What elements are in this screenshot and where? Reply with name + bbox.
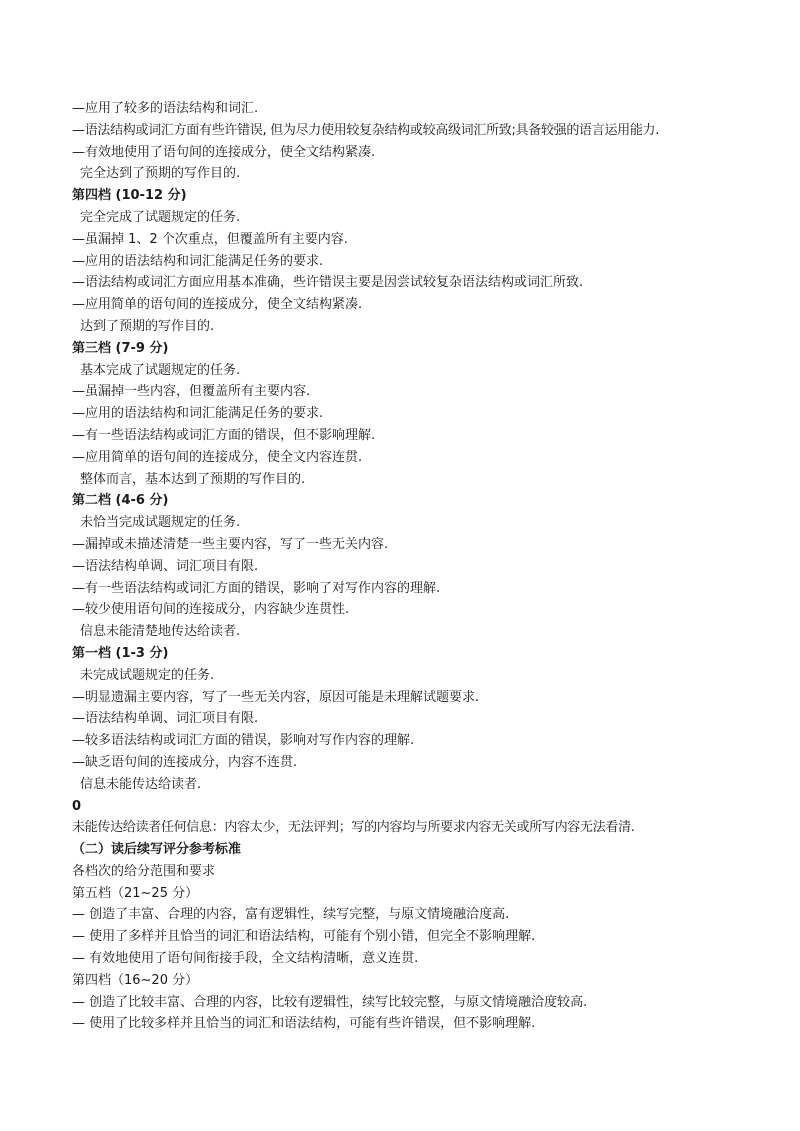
criteria-line: —语法结构或词汇方面有些许错误, 但为尽力使用较复杂结构或较高级词汇所致;具备较强的语言运用能力. — [72, 122, 660, 138]
document-page — [72, 98, 772, 1035]
criteria-line: —语法结构或词汇方面应用基本准确，些许错误主要是因尝试较复杂语法结构或词汇所致. — [72, 275, 584, 291]
criteria-line: — 使用了比较多样并且恰当的词汇和语法结构，可能有些许错误，但不影响理解. — [72, 1016, 536, 1032]
summary-line: 未完成试题规定的任务. — [80, 667, 215, 683]
criteria-line: —应用了较多的语法结构和词汇. — [72, 101, 259, 116]
criteria-line: —应用的语法结构和词汇能满足任务的要求. — [72, 253, 324, 269]
criteria-line: —虽漏掉一些内容，但覆盖所有主要内容. — [72, 384, 311, 400]
band-heading: 第三档 (7-9 分) — [72, 340, 169, 356]
band-heading: 第二档 (4-6 分) — [72, 493, 169, 509]
summary-line: 完全达到了预期的写作目的. — [80, 166, 241, 182]
criteria-line: —较少使用语句间的连接成分，内容缺少连贯性. — [72, 602, 350, 618]
criteria-line: —语法结构单调、词汇项目有限. — [72, 711, 259, 727]
criteria-line: —有效地使用了语句间的连接成分，使全文结构紧凑. — [72, 144, 376, 160]
criteria-line: — 创造了比较丰富、合理的内容，比较有逻辑性，续写比较完整，与原文情境融洽度较高. — [72, 994, 588, 1010]
summary-line: 信息未能清楚地传达给读者. — [80, 624, 241, 640]
criteria-line: 未能传达给读者任何信息：内容太少，无法评判；写的内容均与所要求内容无关或所写内容无法看清. — [72, 820, 635, 836]
criteria-line: —应用简单的语句间的连接成分，使全文结构紧凑. — [72, 297, 363, 313]
criteria-line: —明显遗漏主要内容，写了一些无关内容，原因可能是未理解试题要求. — [72, 689, 480, 705]
criteria-line: — 创造了丰富、合理的内容，富有逻辑性，续写完整，与原文情境融洽度高. — [72, 907, 510, 923]
summary-line: 信息未能传达给读者. — [80, 776, 202, 792]
summary-line: 基本完成了试题规定的任务. — [80, 362, 241, 378]
criteria-line: —缺乏语句间的连接成分，内容不连贯. — [72, 754, 298, 770]
criteria-line: —语法结构单调、词汇项目有限. — [72, 558, 259, 574]
criteria-line: — 有效地使用了语句间衔接手段，全文结构清晰，意义连贯. — [72, 951, 419, 967]
summary-line: 完全完成了试题规定的任务. — [80, 209, 241, 225]
summary-line: 未恰当完成试题规定的任务. — [80, 515, 241, 531]
criteria-line: —有一些语法结构或词汇方面的错误，但不影响理解. — [72, 427, 376, 443]
summary-line: 达到了预期的写作目的. — [80, 318, 215, 334]
band-heading: 第四档（16~20 分） — [72, 972, 199, 988]
section-heading: （二）读后续写评分参考标准 — [72, 842, 242, 858]
band-heading: 第一档 (1-3 分) — [72, 645, 169, 661]
criteria-line: —应用的语法结构和词汇能满足任务的要求. — [72, 406, 324, 422]
criteria-line: —应用简单的语句间的连接成分，使全文内容连贯. — [72, 449, 363, 465]
band-heading: 0 — [72, 798, 82, 814]
subsection-label: 各档次的给分范围和要求 — [72, 863, 216, 879]
band-heading: 第五档（21~25 分） — [72, 885, 199, 901]
criteria-line: — 使用了多样并且恰当的词汇和语法结构，可能有个别小错，但完全不影响理解. — [72, 929, 536, 945]
criteria-line: —有一些语法结构或词汇方面的错误，影响了对写作内容的理解. — [72, 580, 441, 596]
band-heading: 第四档 (10-12 分) — [72, 188, 187, 204]
summary-line: 整体而言，基本达到了预期的写作目的. — [80, 471, 306, 487]
criteria-line: —较多语法结构或词汇方面的错误，影响对写作内容的理解. — [72, 733, 415, 749]
criteria-line: —漏掉或未描述清楚一些主要内容，写了一些无关内容. — [72, 536, 389, 552]
criteria-line: —虽漏掉 1、2 个次重点，但覆盖所有主要内容. — [72, 231, 348, 247]
